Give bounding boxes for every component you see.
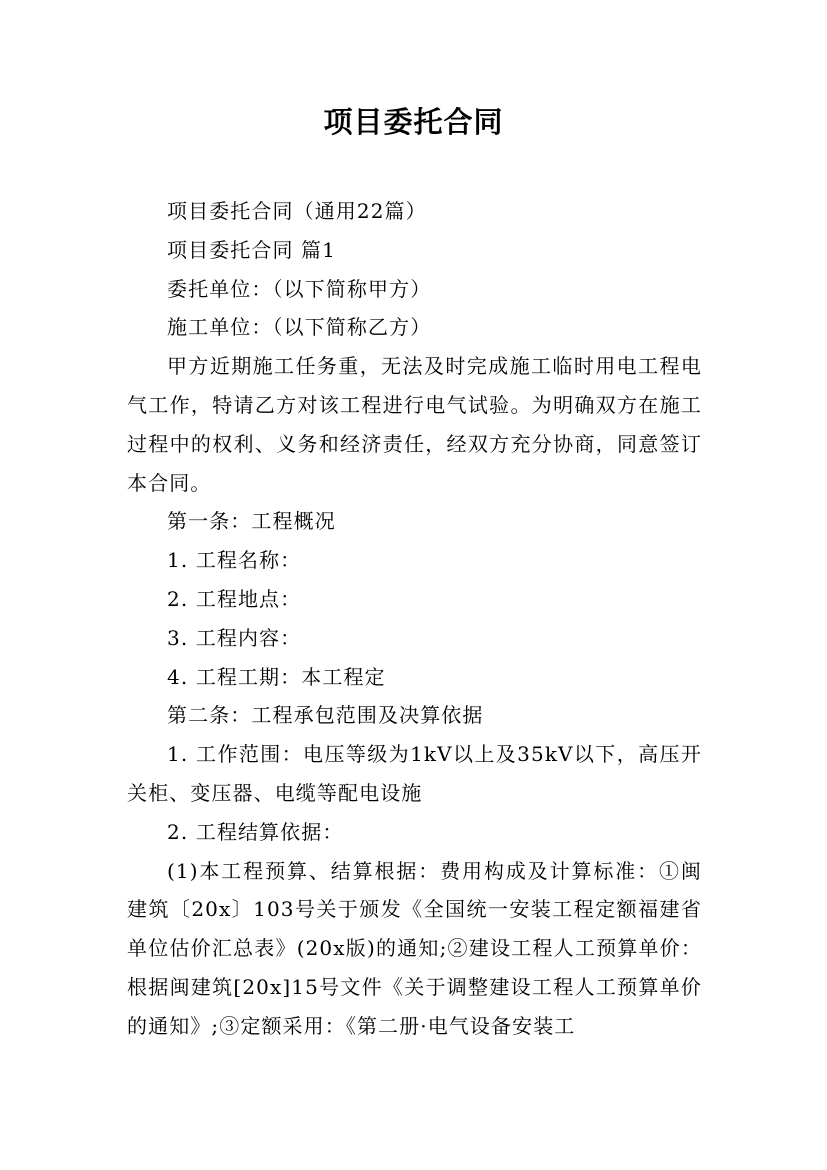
paragraph-section-heading: 项目委托合同 篇1 [167,237,336,262]
paragraph-subtitle: 项目委托合同（通用22篇） [167,199,427,223]
paragraph-preamble: 甲方近期施工任务重，无法及时完成施工临时用电工程电气工作，特请乙方对该工程进行电气试验。为明确双方在施工过程中的权利、义务和经济责任，经双方充分协商，同意签订本合同。 [127,354,702,495]
paragraph-article-1: 第一条：工程概况 [167,509,336,534]
paragraph-project-period: 4. 工程工期：本工程定 [167,664,386,689]
paragraph-contractor-unit: 施工单位：（以下简称乙方） [167,315,432,340]
paragraph-work-scope: 1. 工作范围：电压等级为1kV以上及35kV以下，高压开关柜、变压器、电缆等配电设施 [127,742,702,805]
paragraph-project-location: 2. 工程地点： [167,586,302,611]
paragraph-article-2: 第二条：工程承包范围及决算依据 [167,703,484,728]
document-title: 项目委托合同 [323,105,504,139]
paragraph-project-name: 1. 工程名称： [167,548,302,573]
paragraph-settlement-basis: 2. 工程结算依据： [167,819,344,844]
paragraph-budget-basis: (1)本工程预算、结算根据：费用构成及计算标准：①闽建筑〔20x〕103号关于颁发《全国统一安装工程定额福建省单位估价汇总表》(20x版)的通知;②建设工程人工预算单价：根据闽建筑[20x]15号文件《关于调整建设工程人工预算单价的通知》;③定额采用：《第二册·电气设备安装工 [127,858,702,1038]
document-body [127,192,702,1046]
paragraph-client-unit: 委托单位：（以下简称甲方） [167,276,432,301]
paragraph-project-content: 3. 工程内容： [167,625,302,650]
